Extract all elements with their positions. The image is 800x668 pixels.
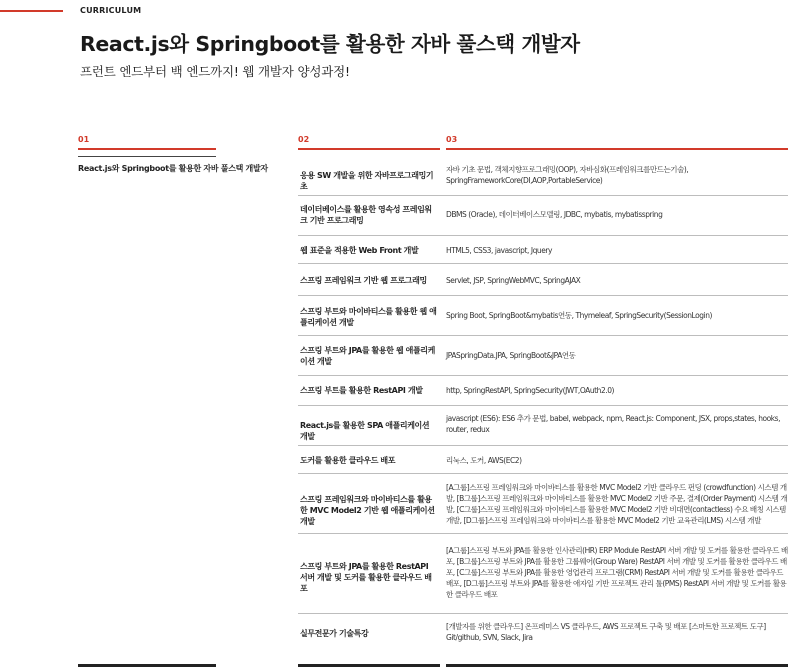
curriculum-row bbox=[298, 474, 788, 534]
row-detail: 리눅스, 도커, AWS(EC2) bbox=[446, 456, 522, 465]
course-name: React.js와 Springboot를 활용한 자바 풀스택 개발자 bbox=[78, 164, 268, 173]
column-bottom-rule-1 bbox=[78, 664, 216, 667]
row-detail: [개발자를 위한 클라우드] 온프레미스 VS 클라우드, AWS 프로젝트 구축 및 배포 [스마트한 프로젝트 도구] Git/github, SVN, Slack, Jira bbox=[446, 622, 766, 642]
row-detail: javascript (ES6): ES6 추가 문법, babel, webpack, npm, React.js: Component, JSX, props,states, hooks, router, redux bbox=[446, 414, 781, 434]
section-eyebrow: CURRICULUM bbox=[80, 6, 142, 15]
row-detail: JPASpringData.JPA, SpringBoot&JPA연동 bbox=[446, 351, 576, 360]
curriculum-row bbox=[298, 296, 788, 336]
curriculum-row bbox=[298, 406, 788, 446]
row-detail: [A그룹]스프링 부트와 JPA를 활용한 인사관리(HR) ERP Module RestAPI 서버 개발 및 도커를 활용한 클라우드 배포, [B그룹]스프링 부트와 JPA를 활용한 그룹웨어(Group Ware) RestAPI 서버 개발 및 도커를 활용한 클라우드 배포, [C그룹]스프링 부트와 JPA를 활용한 영업관리 프로그램(CRM) RestAPI 서버 개발 및 도커를 활용한 클라우드 배포, [D그룹]스프링 부트와 JPA를 활용한 애자일 기반 프로젝트 관리 툴(PMS) RestAPI 서버 개발 및 도커를 활용한 클라우드 배포 bbox=[446, 546, 788, 599]
column-bottom-rule-2 bbox=[298, 664, 440, 667]
row-detail: Spring Boot, SpringBoot&mybatis연동, Thymeleaf, SpringSecurity(SessionLogin) bbox=[446, 311, 713, 320]
row-subject: 스프링 부트와 JPA를 활용한 웹 애플리케이션 개발 bbox=[300, 346, 435, 366]
curriculum-row bbox=[298, 336, 788, 376]
curriculum-row bbox=[298, 376, 788, 406]
row-detail: [A그룹]스프링 프레임워크와 마이바티스를 활용한 MVC Model2 기반 클라우드 펀딩 (crowdfunction) 시스템 개발, [B그룹]스프링 프레임워크와 마이바티스를 활용한 MVC Model2 기반 주문, 결제(Order Payment) 시스템 개발, [C그룹]스프링 프레임워크와 마이바티스를 활용한 MVC Model2 기반 비대면(contactless) 수요 배칭 시스템 개발, [D그룹]스프링 프레임워크와 마이바티스를 활용한 MVC Model2 기반 교육관리(LMS) 시스템 개발 bbox=[446, 483, 788, 525]
row-subject: 스프링 부트와 JPA를 활용한 RestAPI 서버 개발 및 도커를 활용한 클라우드 배포 bbox=[300, 562, 432, 593]
row-subject: 응용 SW 개발을 위한 자바프로그래밍기초 bbox=[300, 171, 434, 191]
row-detail: Servlet, JSP, SpringWebMVC, SpringAJAX bbox=[446, 276, 581, 285]
course-divider bbox=[78, 156, 216, 157]
column-number-1: 01 bbox=[78, 135, 90, 144]
page-subtitle: 프런트 엔드부터 백 엔드까지! 웹 개발자 양성과정! bbox=[80, 64, 350, 79]
column-number-3: 03 bbox=[446, 135, 458, 144]
row-subject: 스프링 프레임워크 기반 웹 프로그래밍 bbox=[300, 276, 427, 285]
column-bottom-rule-3 bbox=[446, 664, 788, 667]
row-subject: 스프링 부트와 마이바티스를 활용한 웹 애플리케이션 개발 bbox=[300, 307, 437, 327]
row-subject: React.js를 활용한 SPA 애플리케이션 개발 bbox=[300, 421, 430, 441]
column-rule-1 bbox=[78, 148, 216, 150]
page-title: React.js와 Springboot를 활용한 자바 풀스택 개발자 bbox=[80, 32, 580, 56]
row-detail: http, SpringRestAPI, SpringSecurity(JWT,OAuth2.0) bbox=[446, 386, 615, 395]
curriculum-row bbox=[298, 156, 788, 196]
column-rule-2 bbox=[298, 148, 440, 150]
curriculum-row bbox=[298, 196, 788, 236]
row-subject: 스프링 부트를 활용한 RestAPI 개발 bbox=[300, 386, 423, 395]
row-detail: DBMS (Oracle), 데이터베이스모델링, JDBC, mybatis, mybatisspring bbox=[446, 210, 663, 219]
curriculum-row bbox=[298, 264, 788, 296]
curriculum-row bbox=[298, 446, 788, 474]
row-subject: 웹 표준을 적용한 Web Front 개발 bbox=[300, 246, 419, 255]
curriculum-row bbox=[298, 614, 788, 654]
curriculum-row bbox=[298, 236, 788, 264]
row-subject: 도커를 활용한 클라우드 배포 bbox=[300, 456, 396, 465]
row-detail: 자바 기초 문법, 객체지향프로그래밍(OOP), 자바심화(프레임워크를만드는기술), SpringFrameworkCore(DI,AOP,PortableService) bbox=[446, 165, 689, 185]
column-number-2: 02 bbox=[298, 135, 310, 144]
row-detail: HTML5, CSS3, javascript, Jquery bbox=[446, 246, 553, 255]
row-subject: 데이터베이스를 활용한 영속성 프레임워크 기반 프로그래밍 bbox=[300, 205, 432, 225]
row-subject: 스프링 프레임워크와 마이바티스를 활용한 MVC Model2 기반 웹 애플리케이션 개발 bbox=[300, 495, 435, 526]
accent-rule bbox=[0, 10, 63, 12]
curriculum-row bbox=[298, 534, 788, 614]
row-subject: 실무전문가 기술특강 bbox=[300, 629, 369, 638]
column-rule-3 bbox=[446, 148, 788, 150]
